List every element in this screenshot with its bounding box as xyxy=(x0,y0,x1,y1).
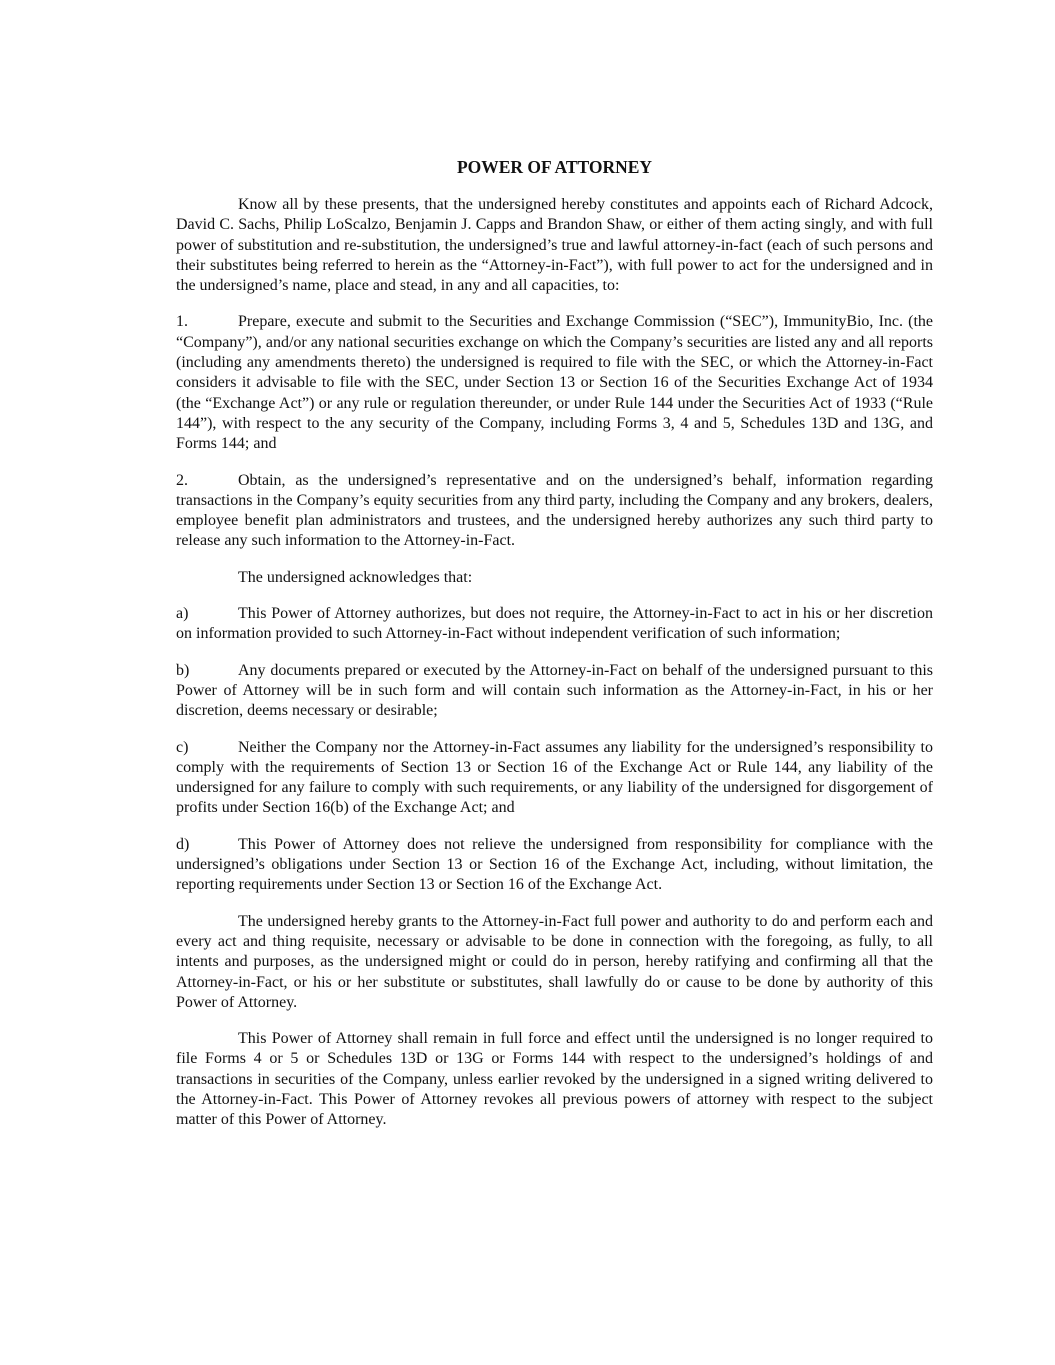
lettered-item-a xyxy=(176,604,933,645)
item-text: Neither the Company nor the Attorney-in-Fact assumes any liability for the undersigned’s responsibility to comply with the requirements of Section 13 or Section 16 of the Exchange Act or Rule 144, any liability of the undersigned for any failure to comply with such requirements, or any liability of the undersigned for disgorgement of profits under Section 16(b) of the Exchange Act; and xyxy=(176,738,933,817)
duration-paragraph: This Power of Attorney shall remain in full force and effect until the undersigned is no longer required to file Forms 4 or 5 or Schedules 13D or 13G or Forms 144 with respect to the undersigned’s holdings of and transactions in securities of the Company, unless earlier revoked by the undersigned in a signed writing delivered to the Attorney-in-Fact. This Power of Attorney revokes all previous powers of attorney with respect to the subject matter of this Power of Attorney. xyxy=(176,1030,933,1129)
document-title: POWER OF ATTORNEY xyxy=(456,157,653,177)
item-text: This Power of Attorney authorizes, but does not require, the Attorney-in-Fact to act in his or her discretion on information provided to such Attorney-in-Fact without independent verification of such information; xyxy=(176,605,933,643)
document-page xyxy=(176,156,933,1147)
item-text: Obtain, as the undersigned’s representative and on the undersigned’s behalf, information regarding transactions in the Company’s equity securities from any third party, including the Company and any brokers, dealers, employee benefit plan administrators and trustees, and the undersigned hereby authorizes any such third party to release any such information to the Attorney-in-Fact. xyxy=(176,471,933,550)
lettered-item-c xyxy=(176,738,933,819)
item-marker: 1. xyxy=(176,313,188,331)
item-text: Any documents prepared or executed by the Attorney-in-Fact on behalf of the undersigned pursuant to this Power of Attorney will be in such form and will contain such information as the Attorney-in-Fact, in his or her discretion, deems necessary or desirable; xyxy=(176,661,933,720)
item-marker: c) xyxy=(176,738,189,756)
lettered-item-b xyxy=(176,661,933,722)
intro-paragraph: Know all by these presents, that the undersigned hereby constitutes and appoints each of Richard Adcock, David C. Sachs, Philip LoScalzo, Benjamin J. Capps and Brandon Shaw, or either of them acting singly, and with full power of substitution and re-substitution, the undersigned’s true and lawful attorney-in-fact (each of such persons and their substitutes being referred to herein as the “Attorney-in-Fact”), with full power to act for the undersigned and in the undersigned’s name, place and stead, in any and all capacities, to: xyxy=(176,196,933,295)
grant-paragraph: The undersigned hereby grants to the Attorney-in-Fact full power and authority to do and perform each and every act and thing requisite, necessary or advisable to be done in connection with the foregoing, as fully, to all intents and purposes, as the undersigned might or could do in person, hereby ratifying and confirming all that the Attorney-in-Fact, or his or her substitute or substitutes, shall lawfully do or cause to be done by authority of this Power of Attorney. xyxy=(176,912,933,1011)
numbered-item-2 xyxy=(176,471,933,552)
item-marker: d) xyxy=(176,835,190,853)
item-marker: a) xyxy=(176,605,189,623)
numbered-item-1 xyxy=(176,312,933,454)
item-text: Prepare, execute and submit to the Securities and Exchange Commission (“SEC”), ImmunityBio, Inc. (the “Company”), and/or any national securities exchange on which the Company’s securities are listed any and all reports (including any amendments thereto) the undersigned is required to file with the SEC, or which the Attorney-in-Fact considers it advisable to file with the SEC, under Section 13 or Section 16 of the Securities Exchange Act of 1934 (the “Exchange Act”) or any rule or regulation thereunder, or under Rule 144 under the Securities Act of 1933 (“Rule 144”), with respect to the any security of the Company, including Forms 3, 4 and 5, Schedules 13D and 13G, and Forms 144; and xyxy=(176,313,933,453)
item-marker: b) xyxy=(176,661,190,679)
lettered-item-d xyxy=(176,835,933,896)
item-marker: 2. xyxy=(176,471,188,489)
acknowledges-paragraph: The undersigned acknowledges that: xyxy=(238,568,473,586)
item-text: This Power of Attorney does not relieve the undersigned from responsibility for compliance with the undersigned’s obligations under Section 13 or Section 16 of the Exchange Act, including, without limitation, the reporting requirements under Section 13 or Section 16 of the Exchange Act. xyxy=(176,835,933,894)
